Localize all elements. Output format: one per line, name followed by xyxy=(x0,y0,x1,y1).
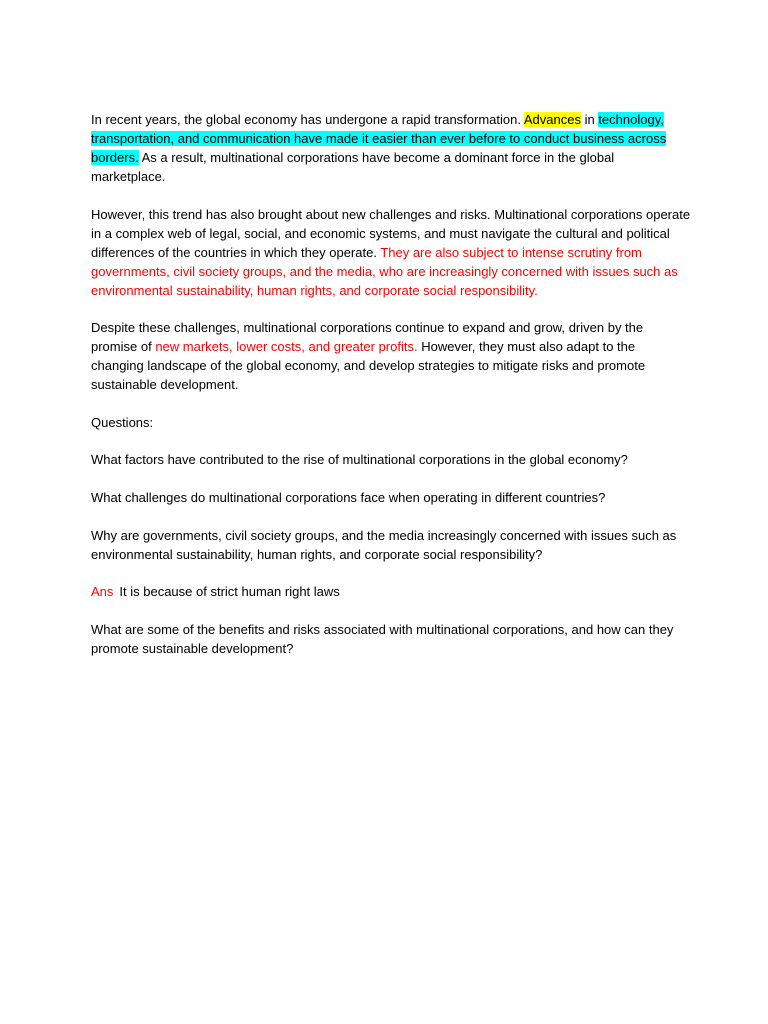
red-text: They are also subject to intense scrutiny from governments, civil society groups, and the media, who are increasingly concerned with issues such as environmental sustainability, human rights, and corporate social responsibility. xyxy=(91,244,678,298)
text-segment: However, this trend has also brought about new challenges and risks. Multinational corporations operate in a complex web of legal, social, and economic systems, and must navigate the cultural and political differences of the countries in which they operate. xyxy=(91,206,691,260)
question-4: What are some of the benefits and risks associated with multinational corporations, and how can they promote sustainable development? xyxy=(91,621,674,656)
red-text: new markets, lower costs, and greater profits. xyxy=(155,339,418,355)
question-1: What factors have contributed to the rise of multinational corporations in the global economy? xyxy=(91,452,628,468)
text-segment: However, they must also adapt to the changing landscape of the global economy, and develop strategies to mitigate risks and promote sustainable development. xyxy=(91,339,646,393)
paragraph-intro xyxy=(91,110,691,186)
question-3: Why are governments, civil society groups, and the media increasingly concerned with issues such as environmental sustainability, human rights, and corporate social responsibility? xyxy=(91,527,677,562)
text-segment: in xyxy=(580,112,599,127)
paragraph-growth xyxy=(91,318,691,394)
paragraph-challenges xyxy=(91,205,691,300)
text-segment: Despite these challenges, multinational corporations continue to expand and grow, driven by the promise of xyxy=(91,320,644,355)
answer-label: Ans xyxy=(91,584,114,600)
document-page xyxy=(91,110,691,676)
highlighted-text-cyan: technology, transportation, and communication have made it easier than ever before to conduct business across borders. xyxy=(91,112,667,165)
questions-heading: Questions: xyxy=(91,414,154,430)
answer xyxy=(91,582,691,601)
highlighted-text-yellow: Advances xyxy=(523,112,581,127)
question-2: What challenges do multinational corporations face when operating in different countries? xyxy=(91,489,606,505)
text-segment: In recent years, the global economy has undergone a rapid transformation. xyxy=(91,112,524,127)
answer-text: It is because of strict human right laws xyxy=(119,584,340,600)
text-segment: As a result, multinational corporations have become a dominant force in the global marketplace. xyxy=(91,150,615,184)
